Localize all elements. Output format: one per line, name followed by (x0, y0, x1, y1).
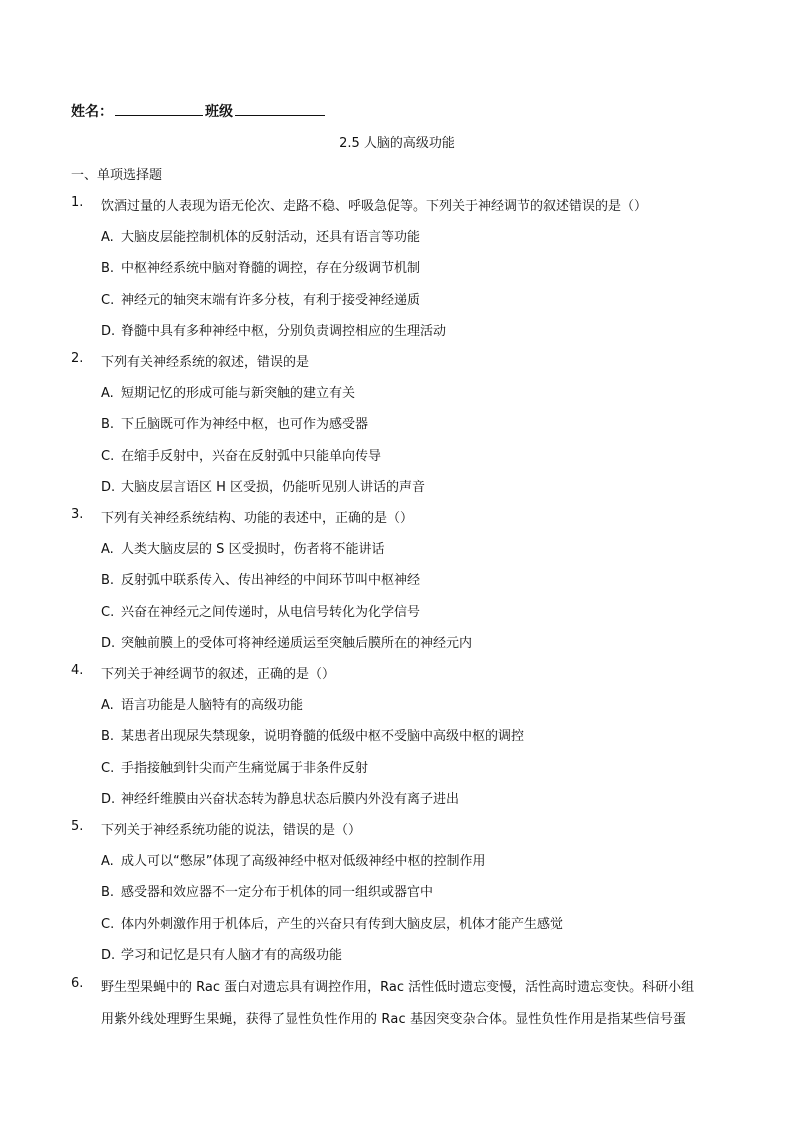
option-b (101, 569, 420, 588)
option-letter: C. (101, 293, 115, 308)
name-blank (115, 101, 203, 116)
option-d (101, 632, 472, 651)
question-stem: 饮酒过量的人表现为语无伦次、走路不稳、呼吸急促等。下列关于神经调节的叙述错误的是（） (101, 199, 648, 214)
class-blank (235, 101, 325, 116)
option-c (101, 601, 420, 620)
option-letter: C. (101, 761, 115, 776)
option-a (101, 226, 420, 245)
option-letter: A. (101, 854, 114, 869)
question-number: 3. (71, 507, 84, 522)
question-stem: 下列关于神经系统功能的说法，错误的是（） (101, 823, 362, 838)
option-c (101, 289, 420, 308)
section-heading: 一、单项选择题 (71, 168, 163, 183)
option-letter: D. (101, 948, 116, 963)
option-text: 神经元的轴突末端有许多分枝，有利于接受神经递质 (121, 293, 421, 308)
option-letter: A. (101, 698, 114, 713)
option-letter: D. (101, 636, 116, 651)
option-text: 大脑皮层能控制机体的反射活动，还具有语言等功能 (121, 230, 421, 245)
option-text: 语言功能是人脑特有的高级功能 (121, 698, 304, 713)
question-number: 1. (71, 195, 84, 210)
option-text: 成人可以“憋尿”体现了高级神经中枢对低级神经中枢的控制作用 (121, 854, 486, 869)
option-letter: B. (101, 573, 115, 588)
question-stem-line-1: 野生型果蝇中的 Rac 蛋白对遗忘具有调控作用，Rac 活性低时遗忘变慢，活性高时遗忘变快。科研小组 (101, 980, 695, 995)
question-stem: 下列关于神经调节的叙述，正确的是（） (101, 667, 336, 682)
option-text: 感受器和效应器不一定分布于机体的同一组织或器官中 (121, 885, 434, 900)
option-text: 兴奋在神经元之间传递时，从电信号转化为化学信号 (121, 605, 421, 620)
option-text: 大脑皮层言语区 H 区受损，仍能听见别人讲话的声音 (121, 480, 426, 495)
option-letter: D. (101, 324, 116, 339)
option-text: 某患者出现尿失禁现象，说明脊髓的低级中枢不受脑中高级中枢的调控 (121, 729, 525, 744)
option-letter: D. (101, 480, 116, 495)
question-number: 5. (71, 819, 84, 834)
page-title-text: 2.5 人脑的高级功能 (339, 136, 455, 151)
option-text: 短期记忆的形成可能与新突触的建立有关 (121, 386, 356, 401)
question-stem: 下列有关神经系统结构、功能的表述中，正确的是（） (101, 511, 414, 526)
option-c (101, 757, 368, 776)
question-stem-line-2: 用紫外线处理野生果蝇，获得了显性负性作用的 Rac 基因突变杂合体。显性负性作用是指某些信号蛋 (101, 1012, 687, 1027)
student-info-line (71, 101, 327, 121)
option-text: 体内外刺激作用于机体后，产生的兴奋只有传到大脑皮层，机体才能产生感觉 (121, 917, 564, 932)
option-d (101, 788, 459, 807)
name-label: 姓名： (71, 104, 113, 120)
option-d (101, 320, 446, 339)
option-b (101, 881, 433, 900)
option-letter: B. (101, 261, 115, 276)
question-stem: 下列有关神经系统的叙述，错误的是 (101, 355, 310, 370)
option-letter: B. (101, 417, 115, 432)
option-a (101, 382, 355, 401)
option-a (101, 850, 485, 869)
option-c (101, 913, 563, 932)
option-text: 脊髓中具有多种神经中枢，分别负责调控相应的生理活动 (121, 324, 447, 339)
option-text: 神经纤维膜由兴奋状态转为静息状态后膜内外没有离子进出 (121, 792, 460, 807)
option-text: 反射弧中联系传入、传出神经的中间环节叫中枢神经 (121, 573, 421, 588)
option-a (101, 694, 303, 713)
option-text: 突触前膜上的受体可将神经递质运至突触后膜所在的神经元内 (121, 636, 473, 651)
option-a (101, 538, 385, 557)
question-number: 2. (71, 351, 84, 366)
option-d (101, 476, 425, 495)
option-letter: C. (101, 917, 115, 932)
option-text: 学习和记忆是只有人脑才有的高级功能 (121, 948, 343, 963)
option-b (101, 257, 420, 276)
question-number: 4. (71, 663, 84, 678)
option-text: 人类大脑皮层的 S 区受损时，伤者将不能讲话 (121, 542, 385, 557)
option-c (101, 445, 381, 464)
page-title (0, 132, 794, 151)
option-text: 手指接触到针尖而产生痛觉属于非条件反射 (121, 761, 369, 776)
option-text: 下丘脑既可作为神经中枢，也可作为感受器 (121, 417, 369, 432)
class-label: 班级 (205, 104, 233, 120)
option-b (101, 413, 368, 432)
option-letter: D. (101, 792, 116, 807)
option-letter: B. (101, 729, 115, 744)
option-b (101, 725, 524, 744)
option-letter: B. (101, 885, 115, 900)
option-letter: A. (101, 386, 114, 401)
option-letter: A. (101, 230, 114, 245)
question-number: 6. (71, 976, 84, 991)
option-d (101, 944, 342, 963)
option-text: 中枢神经系统中脑对脊髓的调控，存在分级调节机制 (121, 261, 421, 276)
option-letter: A. (101, 542, 114, 557)
option-letter: C. (101, 449, 115, 464)
option-letter: C. (101, 605, 115, 620)
option-text: 在缩手反射中，兴奋在反射弧中只能单向传导 (121, 449, 382, 464)
